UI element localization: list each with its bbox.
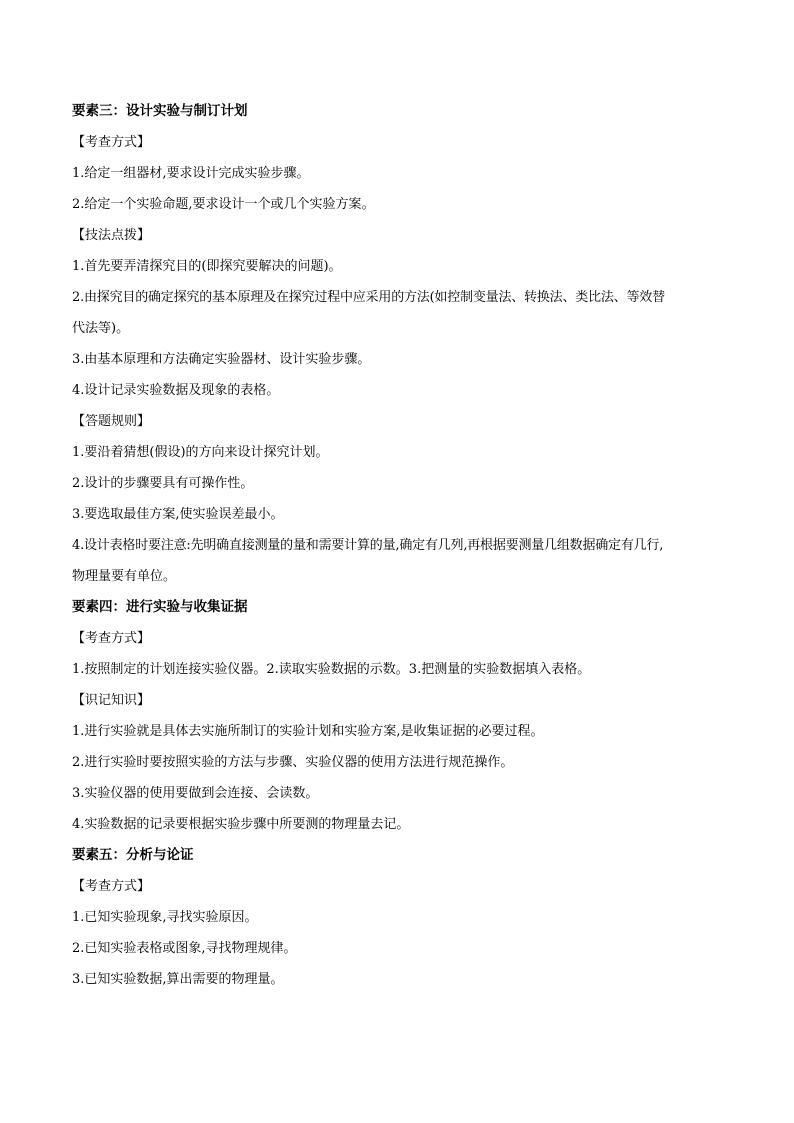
block-label: 【考查方式】 <box>72 135 151 150</box>
list-item: 2.给定一个实验命题,要求设计一个或几个实验方案。 <box>72 197 375 212</box>
list-item: 4.设计表格时要注意:先明确直接测量的量和需要计算的量,确定有几列,再根据要测量几组数据确定有几行, <box>72 538 664 553</box>
list-item: 4.设计记录实验数据及现象的表格。 <box>72 383 280 398</box>
list-item: 3.实验仪器的使用要做到会连接、会读数。 <box>72 786 319 801</box>
list-item: 3.由基本原理和方法确定实验器材、设计实验步骤。 <box>72 352 371 367</box>
section-heading: 要素三：设计实验与制订计划 <box>72 103 248 119</box>
list-item: 3.已知实验数据,算出需要的物理量。 <box>72 972 284 987</box>
list-item: 1.要沿着猜想(假设)的方向来设计探究计划。 <box>72 445 329 460</box>
list-item: 1.进行实验就是具体去实施所制订的实验计划和实验方案,是收集证据的必要过程。 <box>72 724 544 739</box>
section-heading: 要素五：分析与论证 <box>72 847 194 863</box>
section-heading: 要素四：进行实验与收集证据 <box>72 599 248 615</box>
list-item: 2.设计的步骤要具有可操作性。 <box>72 476 254 491</box>
list-item: 4.实验数据的记录要根据实验步骤中所要测的物理量去记。 <box>72 817 410 832</box>
list-item: 1.首先要弄清探究目的(即探究要解决的问题)。 <box>72 259 342 274</box>
document-body <box>72 96 724 995</box>
list-item: 1.已知实验现象,寻找实验原因。 <box>72 910 258 925</box>
block-label: 【识记知识】 <box>72 693 151 708</box>
list-item-continuation: 代法等)。 <box>72 321 130 336</box>
list-item: 3.要选取最佳方案,使实验误差最小。 <box>72 507 284 522</box>
block-label: 【考查方式】 <box>72 879 151 894</box>
list-item: 1.给定一组器材,要求设计完成实验步骤。 <box>72 166 310 181</box>
block-label: 【考查方式】 <box>72 631 151 646</box>
list-item: 2.已知实验表格或图象,寻找物理规律。 <box>72 941 297 956</box>
list-item: 1.按照制定的计划连接实验仪器。2.读取实验数据的示数。3.把测量的实验数据填入表格。 <box>72 662 591 677</box>
block-label: 【技法点拨】 <box>72 228 151 243</box>
list-item: 2.由探究目的确定探究的基本原理及在探究过程中应采用的方法(如控制变量法、转换法、类比法、等效替 <box>72 290 665 305</box>
list-item: 2.进行实验时要按照实验的方法与步骤、实验仪器的使用方法进行规范操作。 <box>72 755 514 770</box>
block-label: 【答题规则】 <box>72 414 151 429</box>
list-item-continuation: 物理量要有单位。 <box>72 569 177 584</box>
